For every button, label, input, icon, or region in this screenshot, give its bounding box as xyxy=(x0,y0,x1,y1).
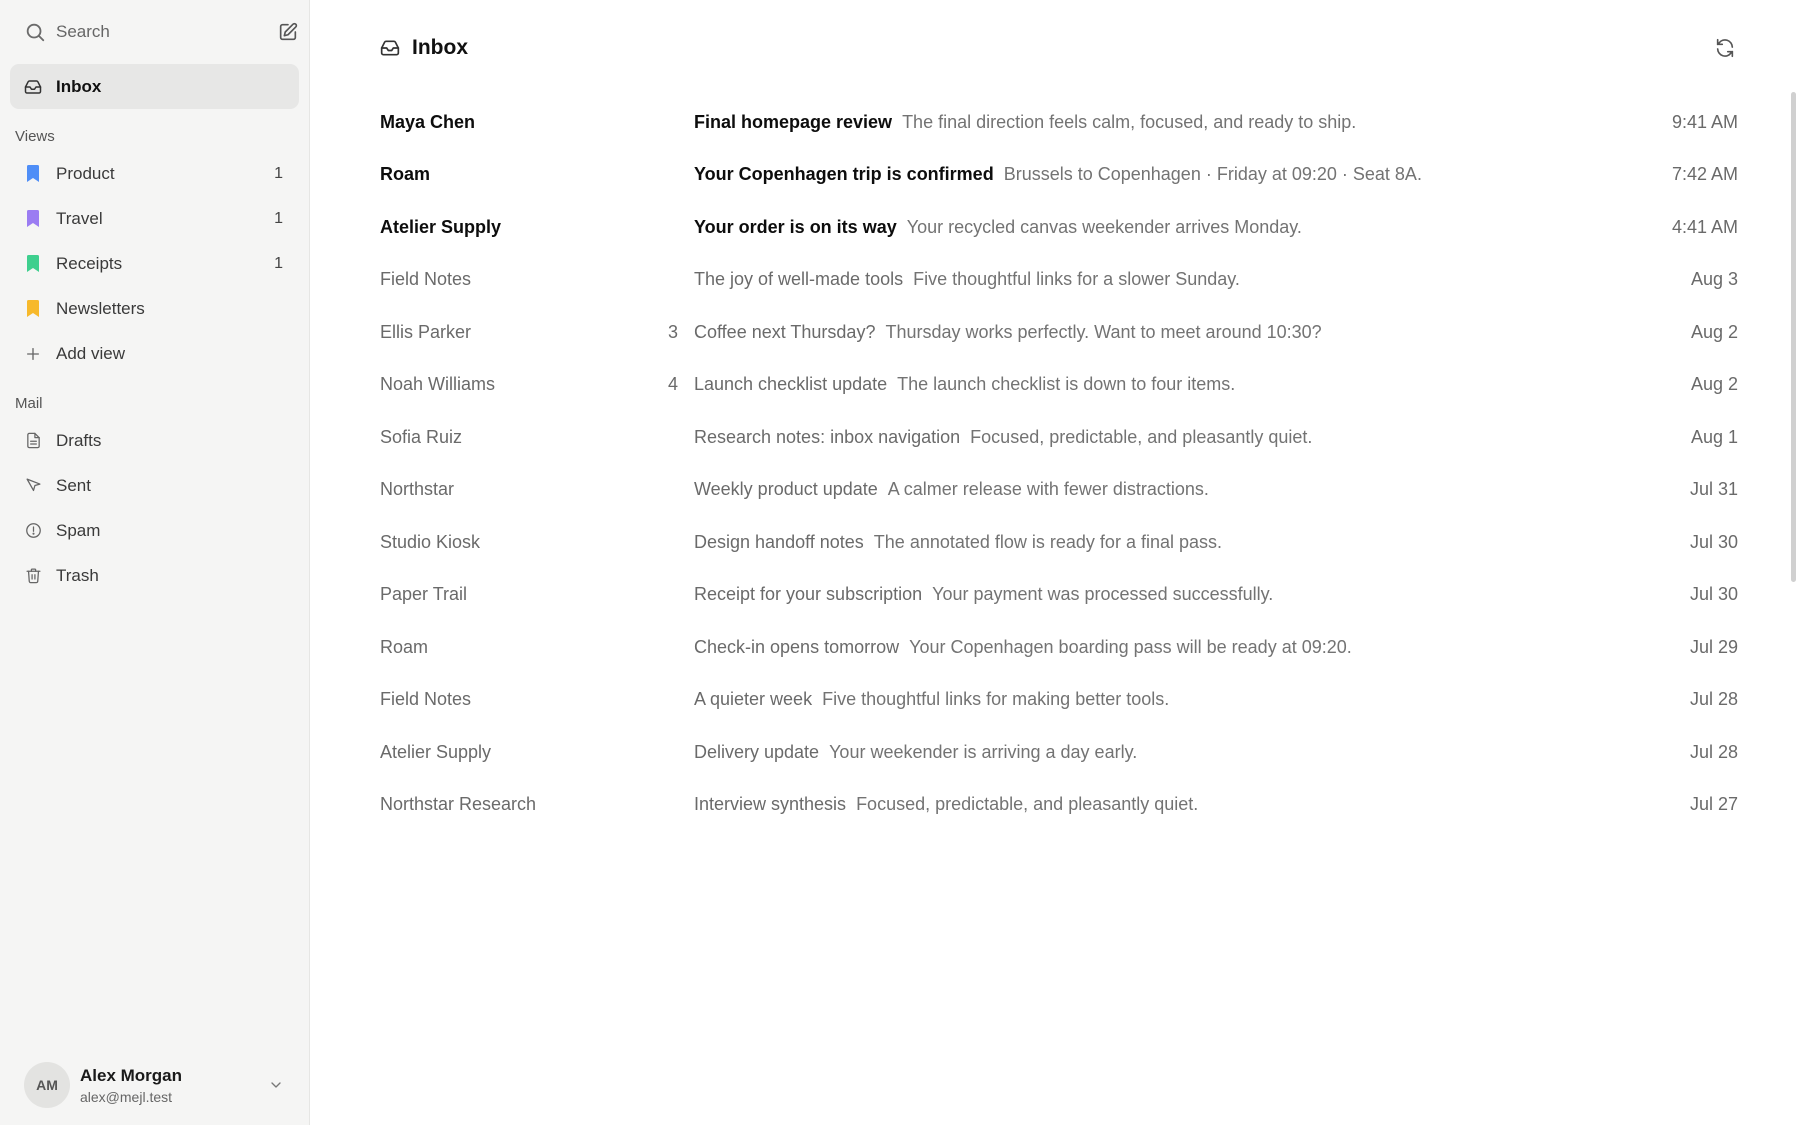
message-date: Jul 30 xyxy=(1689,531,1738,552)
message-content xyxy=(694,269,1628,290)
message-row[interactable] xyxy=(380,411,1738,464)
message-preview: Your payment was processed successfully. xyxy=(932,584,1274,605)
message-subject: Final homepage review xyxy=(694,111,893,132)
message-sender: Paper Trail xyxy=(380,584,468,605)
message-preview: Five thoughtful links for making better tools. xyxy=(822,689,1170,710)
unread-count: 1 xyxy=(274,254,283,272)
message-subject: Your order is on its way xyxy=(694,216,897,237)
trash-icon xyxy=(24,567,42,585)
message-content xyxy=(694,322,1628,343)
bookmark-icon xyxy=(24,300,42,318)
sidebar-item-label: Travel xyxy=(56,208,103,228)
message-preview: The final direction feels calm, focused, and ready to ship. xyxy=(902,111,1357,132)
message-pane xyxy=(310,0,1800,1125)
sidebar-item-trash[interactable] xyxy=(10,553,299,598)
message-date: Aug 1 xyxy=(1690,426,1738,447)
compose-icon xyxy=(277,21,299,43)
message-row[interactable] xyxy=(380,779,1738,832)
sidebar-item-newsletters[interactable] xyxy=(10,286,299,331)
thread-count: 3 xyxy=(667,321,678,342)
inbox-icon xyxy=(24,78,42,96)
scrollbar[interactable] xyxy=(1791,92,1796,582)
message-preview: Your Copenhagen boarding pass will be ready at 09:20. xyxy=(909,636,1352,657)
sidebar-item-label: Newsletters xyxy=(56,298,145,318)
message-subject: Delivery update xyxy=(694,741,820,762)
bookmark-icon xyxy=(24,165,42,183)
message-row[interactable] xyxy=(380,674,1738,727)
compose-button[interactable] xyxy=(277,19,299,45)
message-sender: Roam xyxy=(380,164,431,185)
message-content xyxy=(694,742,1628,763)
message-sender: Northstar xyxy=(380,479,455,500)
sidebar-item-product[interactable] xyxy=(10,151,299,196)
message-date: Jul 30 xyxy=(1689,584,1738,605)
account-name: Alex Morgan xyxy=(80,1065,183,1085)
message-sender: Atelier Supply xyxy=(380,216,502,237)
send-icon xyxy=(24,477,42,495)
chevron-down-icon[interactable] xyxy=(265,1074,287,1096)
account-switcher[interactable] xyxy=(0,1045,309,1125)
add-view-label: Add view xyxy=(56,343,125,363)
message-subject: Research notes: inbox navigation xyxy=(694,426,961,447)
sidebar-item-travel[interactable] xyxy=(10,196,299,241)
message-row[interactable] xyxy=(380,201,1738,254)
message-subject: Your Copenhagen trip is confirmed xyxy=(694,164,994,185)
message-date: Jul 29 xyxy=(1689,636,1738,657)
page-title: Inbox xyxy=(412,36,468,59)
message-sender: Maya Chen xyxy=(380,111,476,132)
message-content xyxy=(694,532,1628,553)
message-preview: Your recycled canvas weekender arrives Monday. xyxy=(906,216,1302,237)
message-sender: Ellis Parker xyxy=(380,321,472,342)
message-preview: The launch checklist is down to four items. xyxy=(897,374,1236,395)
search-input[interactable] xyxy=(46,22,277,42)
sidebar-item-receipts[interactable] xyxy=(10,241,299,286)
message-date: 7:42 AM xyxy=(1671,164,1738,185)
sidebar-item-inbox[interactable] xyxy=(10,64,299,109)
message-subject: Weekly product update xyxy=(694,479,878,500)
sidebar-item-sent[interactable] xyxy=(10,463,299,508)
message-sender: Sofia Ruiz xyxy=(380,426,463,447)
message-preview: Five thoughtful links for a slower Sunday. xyxy=(913,269,1240,290)
message-preview: Brussels to Copenhagen · Friday at 09:20 · Seat 8A. xyxy=(1003,164,1422,185)
alert-circle-icon xyxy=(24,522,42,540)
unread-count: 1 xyxy=(274,164,283,182)
message-preview: Thursday works perfectly. Want to meet around 10:30? xyxy=(885,321,1322,342)
message-date: Jul 28 xyxy=(1689,741,1738,762)
sidebar-item-spam[interactable] xyxy=(10,508,299,553)
bookmark-icon xyxy=(24,210,42,228)
sidebar xyxy=(0,0,310,1125)
message-preview: A calmer release with fewer distractions. xyxy=(887,479,1209,500)
message-row[interactable] xyxy=(380,464,1738,517)
message-date: Jul 28 xyxy=(1689,689,1738,710)
message-date: Aug 2 xyxy=(1690,374,1738,395)
message-subject: The joy of well-made tools xyxy=(694,269,904,290)
account-email: alex@mejl.test xyxy=(80,1088,173,1105)
message-row[interactable] xyxy=(380,569,1738,622)
message-subject: Interview synthesis xyxy=(694,794,847,815)
thread-count: 4 xyxy=(667,374,678,395)
message-subject: Design handoff notes xyxy=(694,531,864,552)
message-sender: Field Notes xyxy=(380,269,472,290)
message-sender: Studio Kiosk xyxy=(380,531,481,552)
unread-count: 1 xyxy=(274,209,283,227)
message-content xyxy=(694,584,1628,605)
message-row[interactable] xyxy=(380,726,1738,779)
message-list xyxy=(310,96,1800,831)
sidebar-item-drafts[interactable] xyxy=(10,418,299,463)
sidebar-item-label: Trash xyxy=(56,565,99,585)
message-content xyxy=(694,217,1628,238)
avatar: AM xyxy=(24,1062,70,1108)
message-sender: Northstar Research xyxy=(380,794,537,815)
bookmark-icon xyxy=(24,255,42,273)
refresh-icon xyxy=(1714,37,1736,59)
message-date: Aug 3 xyxy=(1690,269,1738,290)
message-row[interactable] xyxy=(380,621,1738,674)
message-sender: Atelier Supply xyxy=(380,741,492,762)
message-date: 9:41 AM xyxy=(1671,111,1738,132)
message-sender: Noah Williams xyxy=(380,374,496,395)
message-content xyxy=(694,689,1628,710)
message-subject: Check-in opens tomorrow xyxy=(694,636,900,657)
message-row[interactable] xyxy=(380,306,1738,359)
sidebar-item-label: Drafts xyxy=(56,430,102,450)
message-row[interactable] xyxy=(380,96,1738,149)
add-view-button[interactable] xyxy=(10,331,299,376)
message-content xyxy=(694,479,1628,500)
plus-icon xyxy=(24,345,42,363)
account-info xyxy=(70,1066,265,1105)
message-subject: A quieter week xyxy=(694,689,813,710)
message-row[interactable] xyxy=(380,254,1738,307)
refresh-button[interactable] xyxy=(1712,35,1738,61)
document-icon xyxy=(24,432,42,450)
views-heading: Views xyxy=(15,127,55,145)
sidebar-item-label: Product xyxy=(56,163,115,183)
message-sender: Field Notes xyxy=(380,689,472,710)
sidebar-item-label: Receipts xyxy=(56,253,123,273)
inbox-icon xyxy=(380,37,402,59)
message-preview: Focused, predictable, and pleasantly quiet. xyxy=(970,426,1313,447)
sidebar-item-label: Spam xyxy=(56,520,101,540)
message-date: Aug 2 xyxy=(1690,321,1738,342)
main-header xyxy=(310,0,1800,96)
message-subject: Launch checklist update xyxy=(694,374,888,395)
message-date: 4:41 AM xyxy=(1671,216,1738,237)
message-subject: Coffee next Thursday? xyxy=(694,321,876,342)
message-content xyxy=(694,374,1628,395)
message-content xyxy=(694,427,1628,448)
message-preview: The annotated flow is ready for a final pass. xyxy=(873,531,1222,552)
search-bar xyxy=(0,0,309,64)
message-subject: Receipt for your subscription xyxy=(694,584,923,605)
mail-heading: Mail xyxy=(15,394,43,412)
message-row[interactable] xyxy=(380,516,1738,569)
message-row[interactable] xyxy=(380,359,1738,412)
sidebar-item-label: Inbox xyxy=(56,76,102,96)
sidebar-item-label: Sent xyxy=(56,475,91,495)
message-content xyxy=(694,112,1628,133)
message-date: Jul 27 xyxy=(1689,794,1738,815)
message-preview: Focused, predictable, and pleasantly quiet. xyxy=(856,794,1199,815)
message-preview: Your weekender is arriving a day early. xyxy=(829,741,1138,762)
message-content xyxy=(694,794,1628,815)
message-content xyxy=(694,164,1628,185)
message-sender: Roam xyxy=(380,636,429,657)
search-icon xyxy=(24,21,46,43)
message-date: Jul 31 xyxy=(1689,479,1738,500)
message-row[interactable] xyxy=(380,149,1738,202)
message-content xyxy=(694,637,1628,658)
